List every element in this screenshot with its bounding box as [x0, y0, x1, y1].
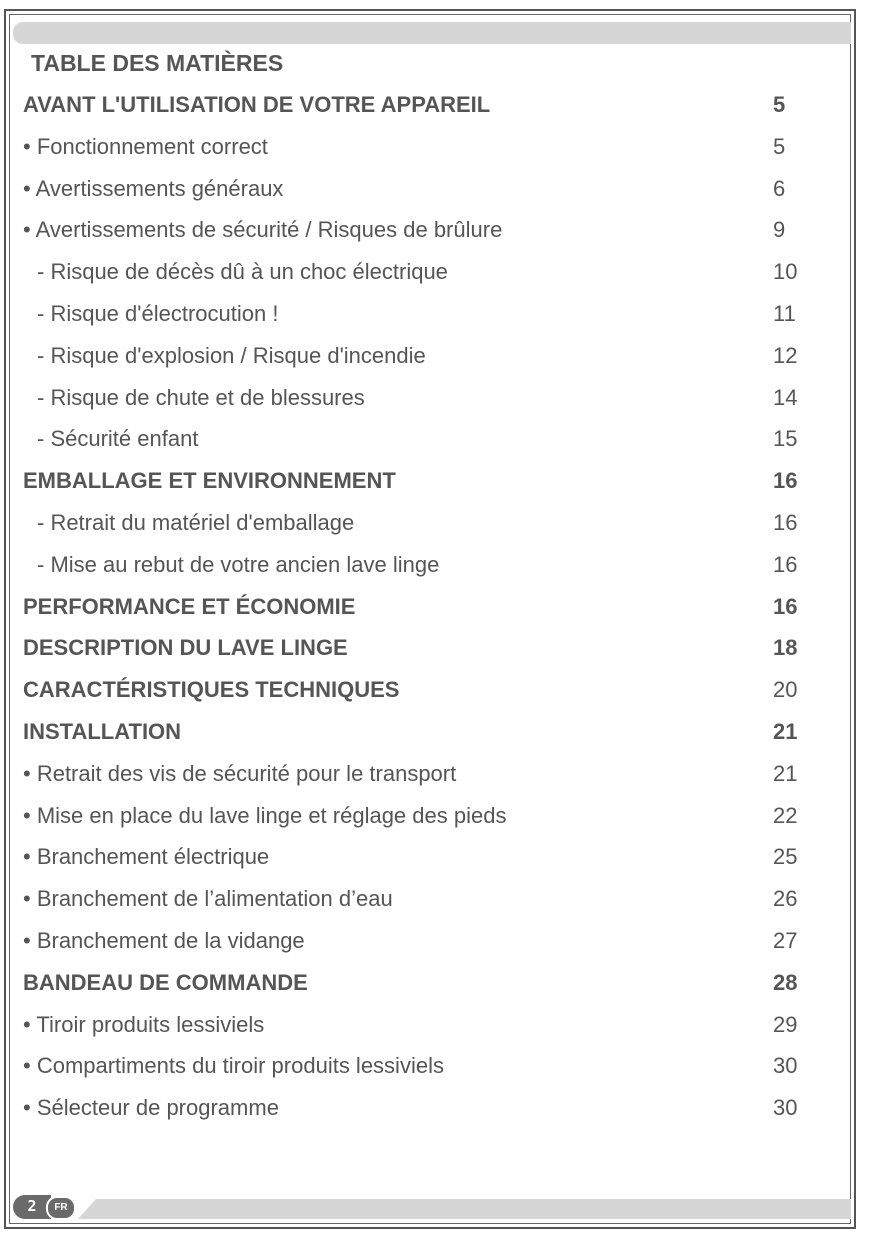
toc-entry-page: 21 [773, 760, 798, 786]
toc-entry[interactable] [0, 753, 875, 795]
toc-entry[interactable] [0, 460, 875, 502]
toc-entry-label: AVANT L'UTILISATION DE VOTRE APPAREIL [23, 92, 491, 117]
toc-entry-label: • Avertissements généraux [23, 175, 284, 201]
toc-entry[interactable] [0, 836, 875, 878]
toc-entry[interactable] [0, 293, 875, 335]
toc-entry-page: 16 [773, 468, 798, 494]
toc-entry-page: 25 [773, 844, 798, 870]
toc-entry-page: 26 [773, 886, 798, 912]
toc-entry-label: INSTALLATION [23, 718, 182, 744]
toc-entry-label: • Fonctionnement correct [23, 133, 268, 159]
toc-entry[interactable] [0, 1004, 875, 1046]
toc-entry-page: 16 [773, 509, 798, 535]
toc-entry-label: PERFORMANCE ET ÉCONOMIE [23, 593, 356, 619]
toc-entry-page: 5 [773, 92, 786, 117]
toc-entry-label: EMBALLAGE ET ENVIRONNEMENT [23, 468, 396, 494]
toc-entry[interactable] [0, 878, 875, 920]
language-badge: FR [46, 1196, 76, 1220]
toc-entry-page: 29 [773, 1011, 798, 1037]
toc-entry[interactable] [0, 335, 875, 377]
toc-entry-page: 14 [773, 384, 798, 410]
toc-entry-page: 22 [773, 802, 798, 828]
toc-entry-page: 20 [773, 677, 798, 703]
toc-entry[interactable] [0, 209, 875, 251]
toc-entry[interactable] [0, 586, 875, 628]
toc-entry-page: 28 [773, 969, 798, 995]
toc-entry-page: 6 [773, 175, 786, 201]
toc-entry[interactable] [0, 962, 875, 1004]
toc-entry[interactable] [0, 168, 875, 210]
page-number-badge: 2 [13, 1195, 51, 1219]
toc-entry[interactable] [0, 544, 875, 586]
toc-entry-page: 10 [773, 259, 798, 285]
toc-entry[interactable] [0, 795, 875, 837]
toc-entry-label: - Mise au rebut de votre ancien lave linge [37, 551, 440, 577]
toc-entry-page: 27 [773, 927, 798, 953]
toc-entry[interactable] [0, 711, 875, 753]
page-title: TABLE DES MATIÈRES [31, 50, 284, 76]
toc-entry-page: 16 [773, 593, 798, 619]
toc-entry-page: 5 [773, 133, 786, 159]
toc-entry[interactable] [0, 1087, 875, 1129]
toc-entry-label: • Branchement électrique [23, 844, 270, 870]
toc-entry-label: • Tiroir produits lessiviels [23, 1011, 265, 1037]
toc-entry-label: - Sécurité enfant [37, 426, 199, 452]
footer-band [78, 1199, 851, 1219]
table-of-contents [0, 84, 875, 1129]
toc-entry[interactable] [0, 627, 875, 669]
toc-entry[interactable] [0, 669, 875, 711]
toc-entry-page: 21 [773, 718, 798, 744]
toc-entry-label: - Risque d'explosion / Risque d'incendie [37, 342, 426, 368]
toc-entry-page: 30 [773, 1053, 798, 1079]
toc-entry-label: BANDEAU DE COMMANDE [23, 969, 308, 995]
toc-entry[interactable] [0, 1045, 875, 1087]
toc-entry-label: • Mise en place du lave linge et réglage des pieds [23, 802, 507, 828]
toc-entry-label: - Risque de décès dû à un choc électrique [37, 259, 448, 285]
toc-entry[interactable] [0, 502, 875, 544]
toc-entry[interactable] [0, 418, 875, 460]
toc-entry[interactable] [0, 84, 875, 126]
header-band [13, 22, 851, 44]
toc-entry-page: 15 [773, 426, 798, 452]
toc-entry-label: • Branchement de la vidange [23, 927, 305, 953]
toc-entry-label: • Retrait des vis de sécurité pour le transport [23, 760, 457, 786]
toc-entry-label: - Risque d'électrocution ! [37, 300, 279, 326]
toc-entry[interactable] [0, 251, 875, 293]
toc-entry-label: • Branchement de l’alimentation d’eau [23, 886, 393, 912]
toc-entry[interactable] [0, 126, 875, 168]
toc-entry-page: 12 [773, 342, 798, 368]
toc-entry-page: 30 [773, 1095, 798, 1121]
toc-entry-page: 9 [773, 217, 786, 243]
toc-entry-page: 18 [773, 635, 798, 661]
toc-entry-label: - Retrait du matériel d'emballage [37, 509, 355, 535]
toc-entry[interactable] [0, 377, 875, 419]
toc-entry-label: • Sélecteur de programme [23, 1095, 279, 1121]
toc-entry-label: DESCRIPTION DU LAVE LINGE [23, 635, 348, 661]
toc-entry-label: CARACTÉRISTIQUES TECHNIQUES [23, 677, 400, 703]
toc-entry-page: 16 [773, 551, 798, 577]
toc-entry[interactable] [0, 920, 875, 962]
toc-entry-label: • Avertissements de sécurité / Risques de brûlure [23, 217, 503, 243]
toc-entry-label: - Risque de chute et de blessures [37, 384, 365, 410]
toc-entry-page: 11 [773, 300, 796, 326]
toc-entry-label: • Compartiments du tiroir produits lessiviels [23, 1053, 444, 1079]
